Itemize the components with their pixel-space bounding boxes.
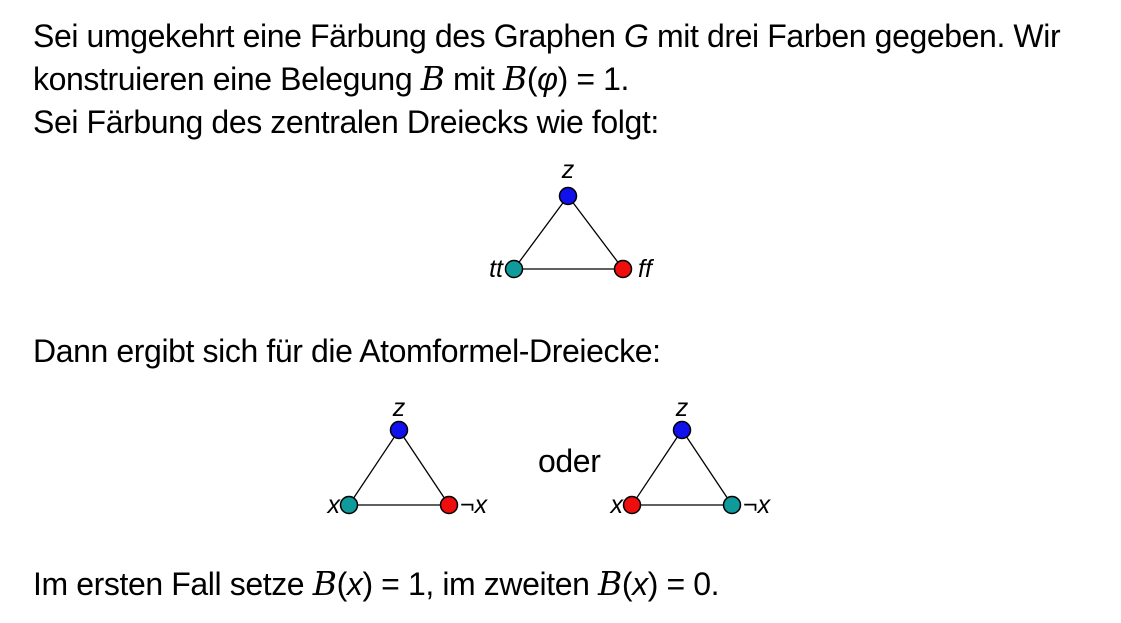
node-z-blue xyxy=(560,188,577,205)
node-z-blue xyxy=(674,422,691,439)
paragraph-line-3 xyxy=(33,104,659,140)
node-label-ff: ff xyxy=(638,255,652,283)
node-label-z: z xyxy=(675,394,689,422)
central-triangle-diagram xyxy=(420,150,720,310)
edge-z-x xyxy=(349,430,399,505)
edge-z-ff xyxy=(568,196,623,269)
text-run: ) = 1, im zweiten xyxy=(362,566,598,602)
math-script-B: B xyxy=(598,564,622,603)
paragraph-line-1 xyxy=(33,18,1060,54)
edge-z-tt xyxy=(514,196,568,269)
text-run: ) = 1. xyxy=(557,61,630,97)
math-var-G: G xyxy=(624,18,649,54)
math-var-phi: φ xyxy=(537,61,558,97)
node-tt-teal xyxy=(506,261,523,278)
left-atom-triangle-diagram xyxy=(300,385,520,535)
node-z-blue xyxy=(391,422,408,439)
paragraph-line-2 xyxy=(33,61,629,97)
node-label-tt: tt xyxy=(489,255,503,283)
text-run: ( xyxy=(526,61,538,97)
text-run: mit xyxy=(444,61,504,97)
paragraph-line-4 xyxy=(33,333,661,369)
text-run: Sei umgekehrt eine Färbung des Graphen xyxy=(33,18,624,54)
node-label-z: z xyxy=(392,394,406,422)
text-run: ) = 0. xyxy=(647,566,720,602)
text-run: ( xyxy=(336,566,347,602)
text-run: mit drei Farben gegeben. Wir xyxy=(648,18,1061,54)
math-var-x: x xyxy=(346,566,363,602)
node-x-red xyxy=(624,497,641,514)
node-notx-red xyxy=(441,497,458,514)
text-run: oder xyxy=(538,443,601,479)
math-var-x: x xyxy=(632,566,648,602)
edge-z-notx xyxy=(399,430,449,505)
math-script-B: B xyxy=(420,59,445,98)
right-atom-triangle-diagram xyxy=(583,385,803,535)
paragraph-line-5 xyxy=(33,566,719,602)
node-label-notx: ¬x xyxy=(460,491,488,519)
text-run: konstruieren eine Belegung xyxy=(33,61,421,97)
node-label-x: x xyxy=(610,491,623,519)
node-ff-red xyxy=(615,261,632,278)
text-run: Sei Färbung des zentralen Dreiecks wie folgt: xyxy=(33,104,659,140)
node-notx-teal xyxy=(724,497,741,514)
math-script-B: B xyxy=(312,564,337,603)
node-x-teal xyxy=(341,497,358,514)
math-script-B: B xyxy=(503,59,527,98)
node-label-z: z xyxy=(561,156,575,184)
node-label-notx: ¬x xyxy=(743,491,771,519)
edge-z-notx xyxy=(682,430,732,505)
node-label-x: x xyxy=(327,491,340,519)
text-run: Im ersten Fall setze xyxy=(33,566,313,602)
edge-z-x xyxy=(632,430,682,505)
text-run: ( xyxy=(621,566,633,602)
text-run: Dann ergibt sich für die Atomformel-Dreiecke: xyxy=(33,333,661,369)
